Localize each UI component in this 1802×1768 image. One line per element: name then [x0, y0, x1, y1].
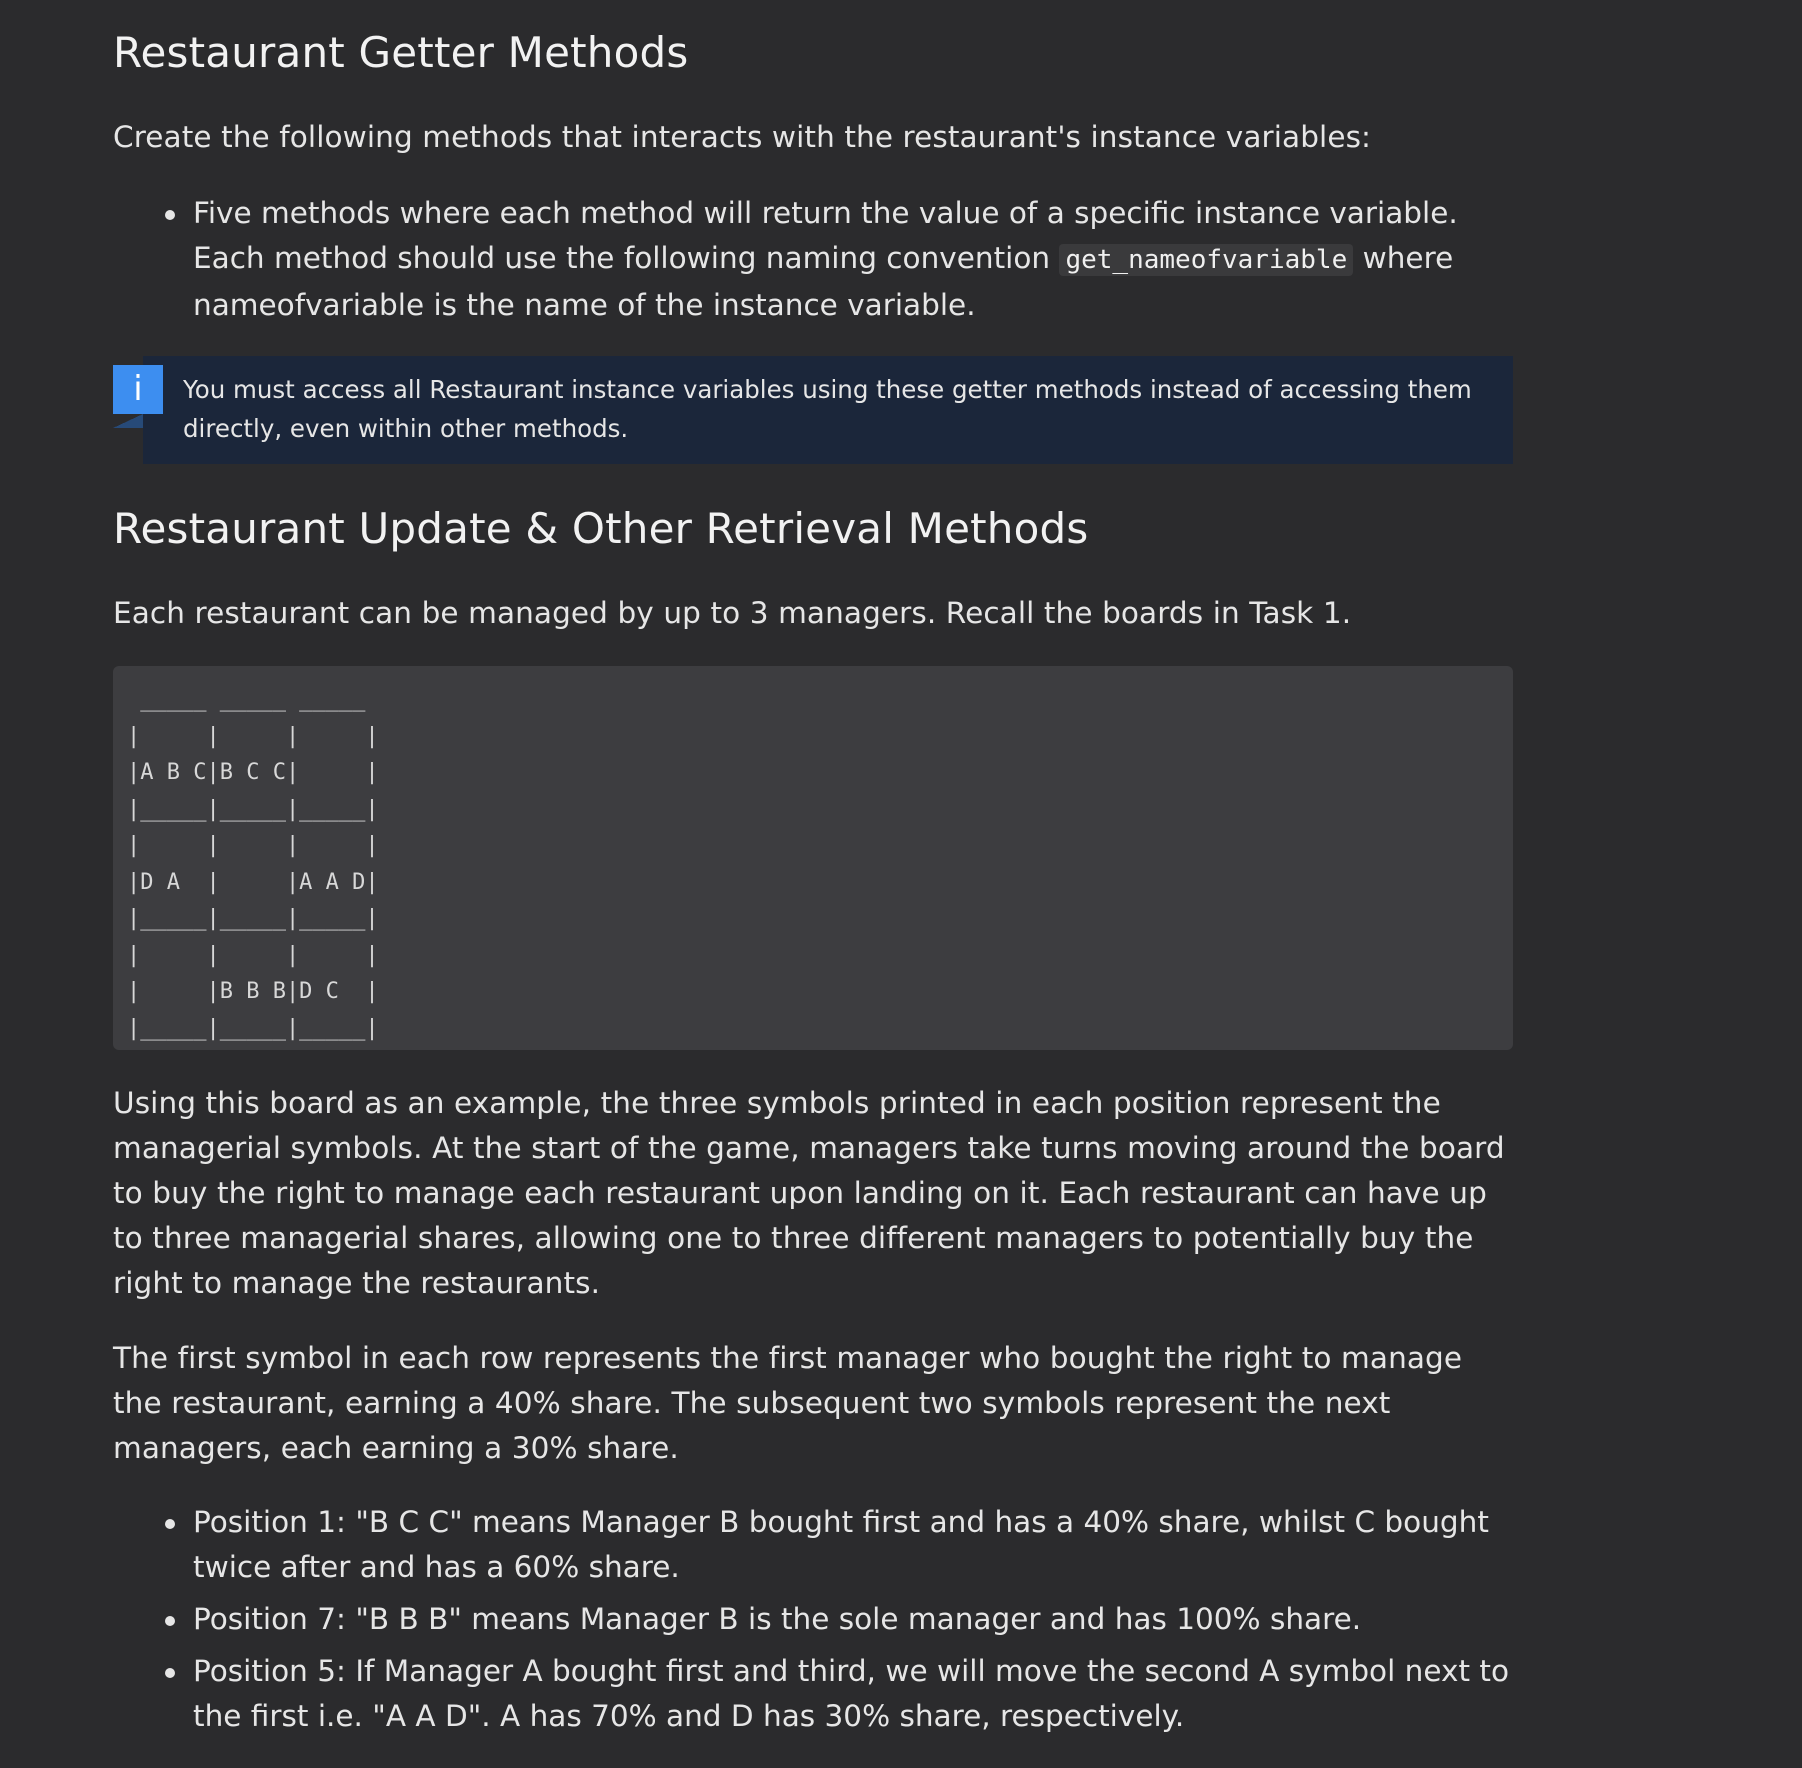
first-symbol-paragraph: The first symbol in each row represents the first manager who bought the right to manage the restaurant, earning a 40% share. The subsequent two symbols represent the next managers, each earning a 30% share. — [113, 1341, 1463, 1465]
list-item-text-after: where nameofvariable is the name of the instance variable. — [193, 241, 1454, 322]
info-icon: i — [113, 365, 163, 414]
bullet-icon — [165, 1616, 175, 1626]
section-heading-update-methods: Restaurant Update & Other Retrieval Methods — [113, 504, 1089, 553]
bullet-icon — [165, 1668, 175, 1678]
bullet-icon — [165, 1519, 175, 1529]
list-item-text-before: Five methods where each method will return the value of a specific instance variable. Each method should use the following naming convention — [193, 196, 1458, 275]
position-examples-list — [113, 1500, 1513, 1746]
getter-methods-list — [113, 191, 1513, 328]
list-item — [113, 1597, 1513, 1642]
board-code-block — [113, 666, 1513, 1050]
info-callout-fold — [113, 414, 143, 428]
board-ascii-art: _____ _____ _____ | | | | |A B C|B C C| | |_____|_____|_____| | | | | |D A | |A A D| |_____|_____|_____| | | | | | |B B B|D C | |_____|_____|_____| — [127, 687, 379, 1041]
update-intro-paragraph: Each restaurant can be managed by up to 3 managers. Recall the boards in Task 1. — [113, 596, 1352, 630]
list-item — [113, 1649, 1513, 1739]
list-item-text: Position 1: "B C C" means Manager B bought first and has a 40% share, whilst C bought twice after and has a 60% share. — [193, 1505, 1489, 1584]
board-explanation-paragraph: Using this board as an example, the three symbols printed in each position represent the managerial symbols. At the start of the game, managers take turns moving around the board to buy the right to manage each restaurant upon landing on it. Each restaurant can have up to three managerial shares, allowing one to three different managers to potentially buy the right to manage the restaurants. — [113, 1086, 1505, 1300]
info-callout-text: You must access all Restaurant instance variables using these getter methods instead of accessing them directly, even within other methods. — [183, 375, 1472, 443]
list-item-text: Position 7: "B B B" means Manager B is the sole manager and has 100% share. — [193, 1602, 1362, 1636]
list-item — [113, 191, 1513, 328]
section-heading-getter-methods: Restaurant Getter Methods — [113, 28, 689, 77]
list-item — [113, 1500, 1513, 1590]
list-item-text: Position 5: If Manager A bought first and third, we will move the second A symbol next to the first i.e. "A A D". A has 70% and D has 30% share, respectively. — [193, 1654, 1510, 1733]
inline-code: get_nameofvariable — [1059, 244, 1353, 276]
bullet-icon — [165, 210, 175, 220]
getter-intro-paragraph: Create the following methods that interacts with the restaurant's instance variables: — [113, 120, 1372, 154]
